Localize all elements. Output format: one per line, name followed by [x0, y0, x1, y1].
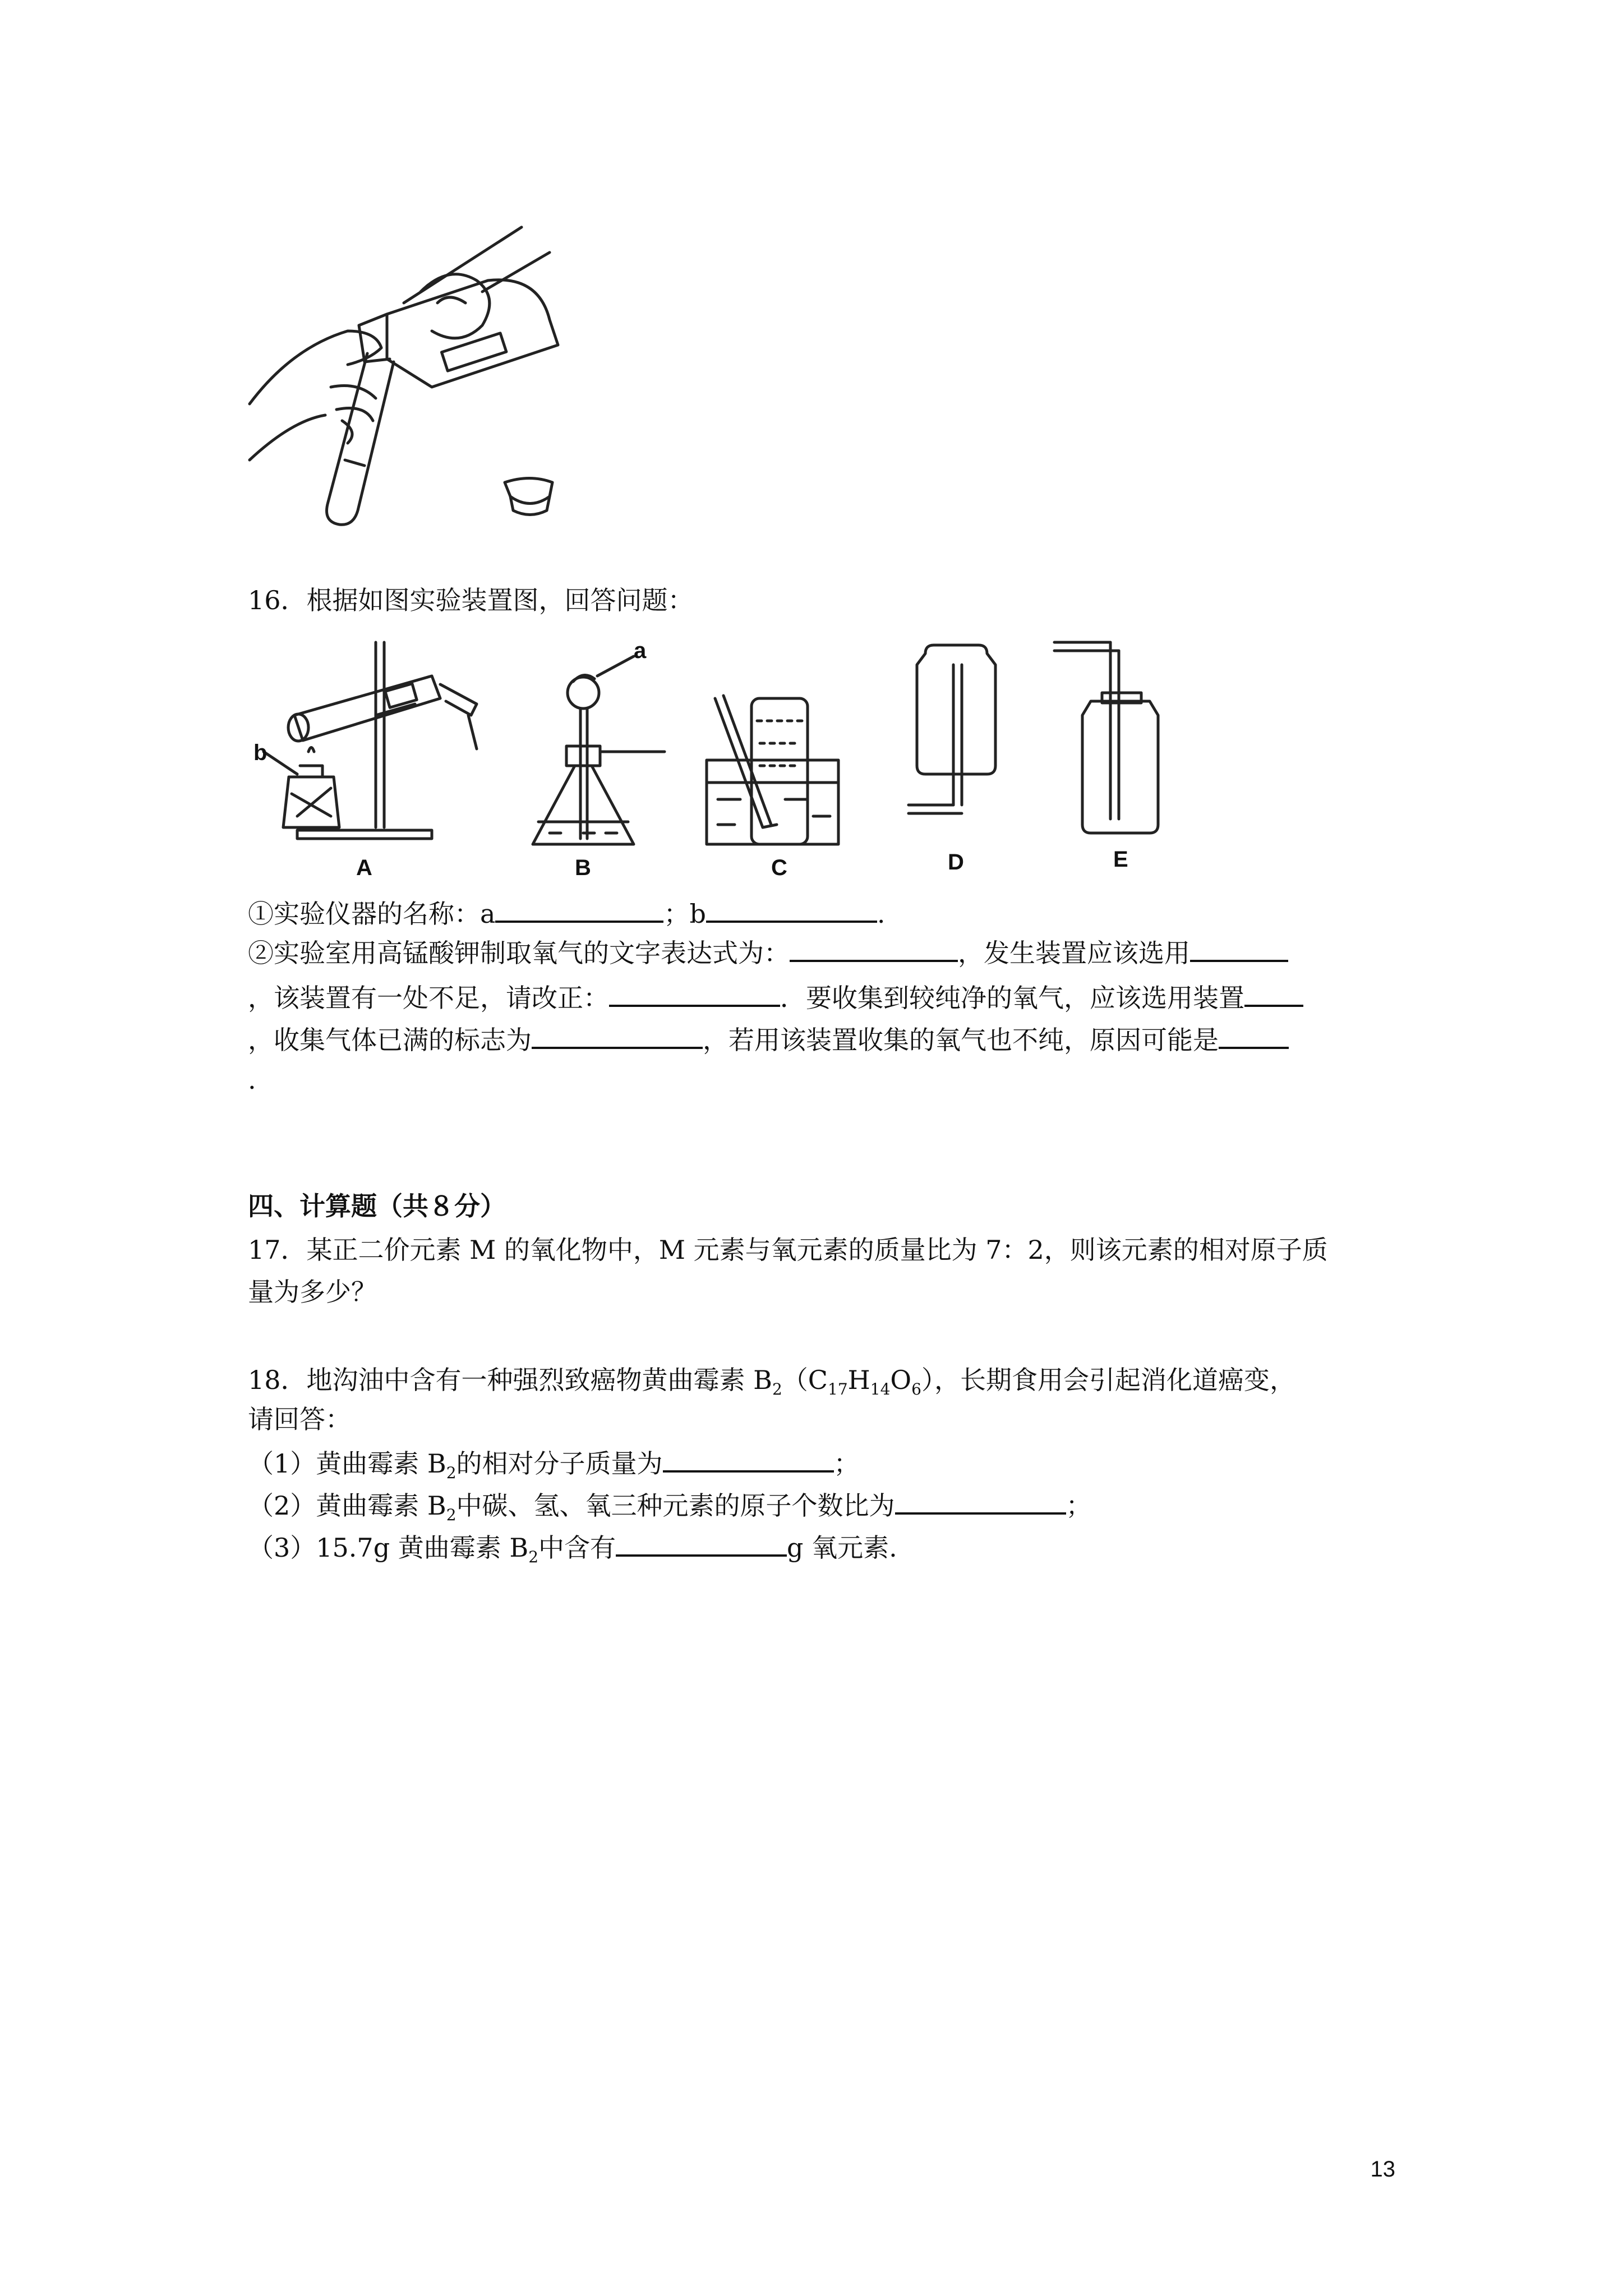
label-c: C	[771, 855, 787, 880]
answer-blank-fix[interactable]	[609, 979, 780, 1007]
apparatus-b-diagram	[533, 638, 665, 844]
label-b: B	[575, 855, 591, 880]
answer-blank-atom-ratio[interactable]	[895, 1487, 1066, 1515]
q16-part2-line4: .	[248, 1065, 256, 1095]
label-a: A	[356, 855, 372, 880]
answer-blank-collector[interactable]	[1244, 979, 1303, 1007]
q18-item3: （3）15.7g 黄曲霉素 $B_2$中含有 g 氧元素.	[248, 1529, 897, 1565]
q16-part2-line3: ，收集气体已满的标志为 ，若用该装置收集的氧气也不纯，原因可能是	[248, 1021, 1289, 1057]
q18-line2: 请回答：	[248, 1404, 351, 1434]
answer-blank-full-sign[interactable]	[532, 1021, 703, 1049]
q17-line1: 17．某正二价元素 M 的氧化物中，M 元素与氧元素的质量比为 7：2，则该元素的相对原子质	[248, 1235, 1328, 1265]
apparatus-d-diagram	[909, 645, 995, 813]
q16-part1: ①实验仪器的名称：a ；b .	[248, 895, 886, 931]
q16-part2-line2: ，该装置有一处不足，请改正： ．要收集到较纯净的氧气，应该选用装置	[248, 979, 1303, 1015]
q18-item2: （2）黄曲霉素 $B_2$中碳、氢、氧三种元素的原子个数比为 ；	[248, 1487, 1092, 1522]
answer-blank-equation[interactable]	[790, 934, 958, 962]
q16-stem: 16．根据如图实验装置图，回答问题：	[248, 585, 694, 615]
q18-item1: （1）黄曲霉素 $B_2$的相对分子质量为 ；	[248, 1444, 860, 1480]
svg-text:b: b	[253, 740, 268, 765]
page-number: 13	[1370, 2157, 1395, 2182]
apparatus-a-diagram	[253, 642, 477, 839]
answer-blank-b[interactable]	[706, 895, 877, 923]
apparatus-c-diagram	[707, 696, 838, 844]
pouring-liquid-illustration	[247, 219, 606, 533]
label-d: D	[948, 850, 964, 875]
svg-text:a: a	[634, 638, 647, 663]
apparatus-e-diagram	[1054, 642, 1158, 833]
apparatus-diagrams	[247, 631, 1396, 878]
answer-blank-a[interactable]	[495, 895, 663, 923]
q17-line2: 量为多少？	[248, 1277, 377, 1307]
answer-blank-oxygen-mass[interactable]	[616, 1529, 787, 1557]
answer-blank-generator[interactable]	[1190, 934, 1288, 962]
answer-blank-reason[interactable]	[1219, 1021, 1289, 1049]
q16-part2-line1: ②实验室用高锰酸钾制取氧气的文字表达式为： ，发生装置应该选用	[248, 934, 1288, 970]
label-e: E	[1113, 847, 1128, 872]
section-heading: 四、计算题（共８分）	[248, 1191, 506, 1221]
answer-blank-molar-mass[interactable]	[663, 1444, 834, 1473]
q18-line1: 18．地沟油中含有一种强烈致癌物黄曲霉素 $B_2(C_{17}H_{14}O_6)$，长期食用会引起消化道癌变，	[248, 1365, 1295, 1398]
